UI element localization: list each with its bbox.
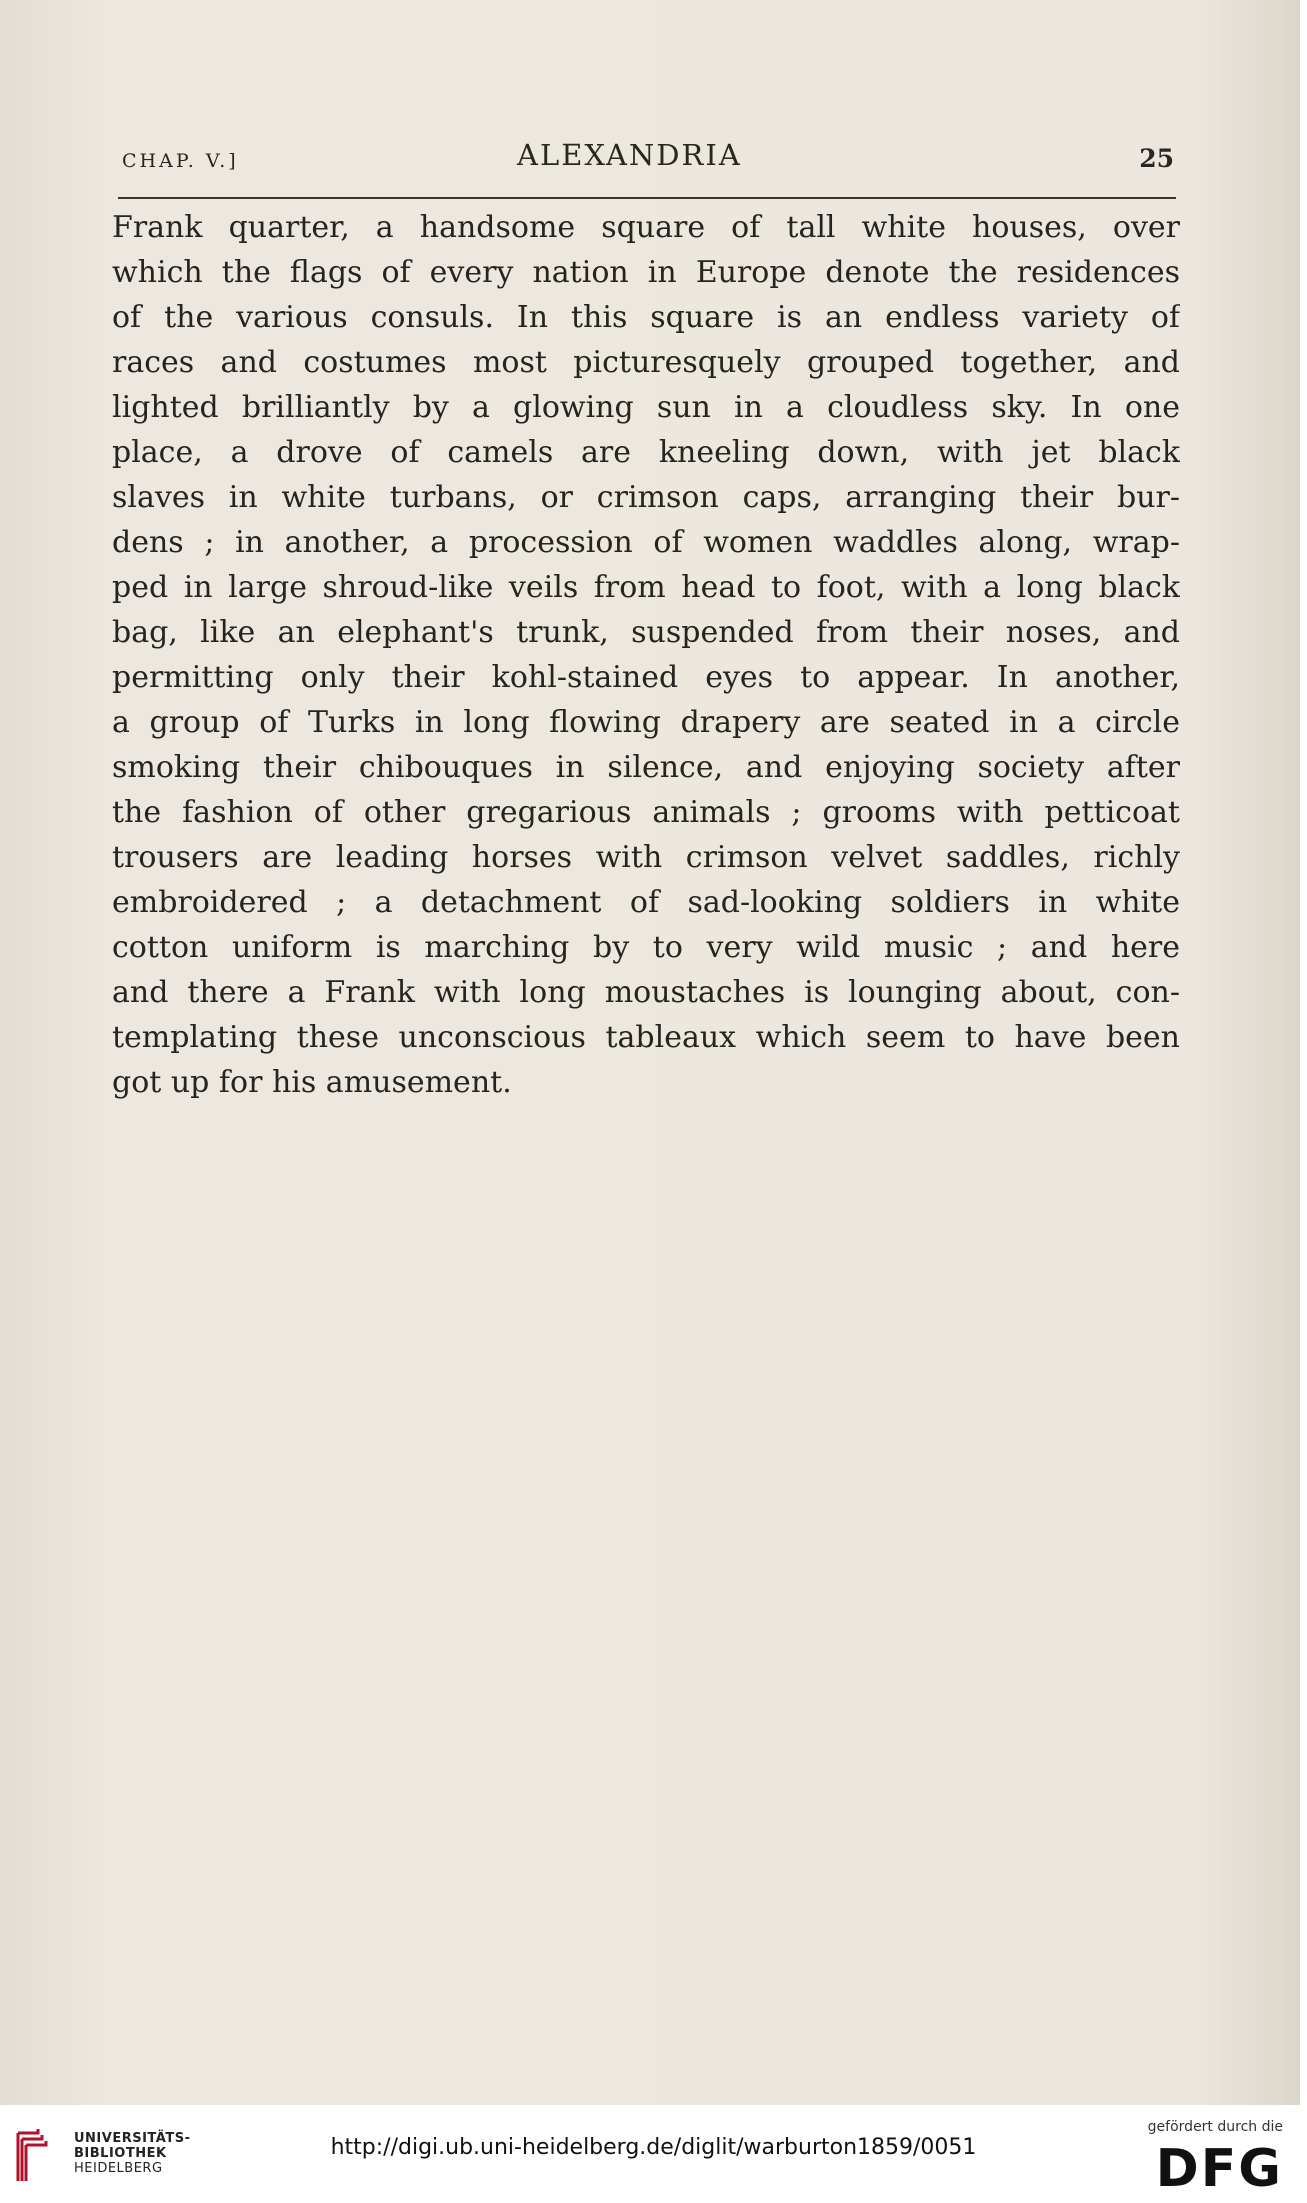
- page-title: ALEXANDRIA: [517, 138, 742, 172]
- text-line: Frank quarter, a handsome square of tall white houses, over: [112, 210, 1180, 245]
- text-line: trousers are leading horses with crimson velvet saddles, richly: [112, 840, 1180, 875]
- funding-note: gefördert durch die: [1147, 2119, 1283, 2135]
- body-paragraph: [112, 205, 1180, 1105]
- text-line: lighted brilliantly by a glowing sun in a cloudless sky. In one: [112, 390, 1180, 425]
- library-name: UNIVERSITÄTS- BIBLIOTHEK HEIDELBERG: [74, 2131, 191, 2176]
- running-head: [122, 138, 1174, 178]
- text-line: embroidered ; a detachment of sad-looking soldiers in white: [112, 885, 1180, 920]
- text-line: races and costumes most picturesquely grouped together, and: [112, 345, 1180, 380]
- text-line: a group of Turks in long flowing drapery are seated in a circle: [112, 705, 1180, 740]
- text-line: place, a drove of camels are kneeling down, with jet black: [112, 435, 1180, 470]
- footer-bar: [0, 2105, 1307, 2203]
- text-line: slaves in white turbans, or crimson caps, arranging their bur-: [112, 480, 1180, 515]
- text-line: smoking their chibouques in silence, and enjoying society after: [112, 750, 1180, 785]
- page-number: 25: [1139, 144, 1174, 173]
- text-line: templating these unconscious tableaux which seem to have been: [112, 1020, 1180, 1055]
- text-line: the fashion of other gregarious animals ; grooms with petticoat: [112, 795, 1180, 830]
- text-line: which the flags of every nation in Europe denote the residences: [112, 255, 1180, 290]
- text-line: of the various consuls. In this square is an endless variety of: [112, 300, 1180, 335]
- text-line: permitting only their kohl-stained eyes to appear. In another,: [112, 660, 1180, 695]
- header-rule: [118, 197, 1176, 199]
- text-line: and there a Frank with long moustaches is lounging about, con-: [112, 975, 1180, 1010]
- source-url-link[interactable]: http://digi.ub.uni-heidelberg.de/diglit/warburton1859/0051: [330, 2135, 977, 2160]
- text-line: dens ; in another, a procession of women waddles along, wrap-: [112, 525, 1180, 560]
- text-line: cotton uniform is marching by to very wild music ; and here: [112, 930, 1180, 965]
- dfg-logo: DFG: [1155, 2139, 1283, 2199]
- text-line: got up for his amusement.: [112, 1065, 512, 1100]
- text-line: bag, like an elephant's trunk, suspended from their noses, and: [112, 615, 1180, 650]
- text-line: ped in large shroud-like veils from head to foot, with a long black: [112, 570, 1180, 605]
- chapter-marker: CHAP. V.]: [122, 150, 239, 172]
